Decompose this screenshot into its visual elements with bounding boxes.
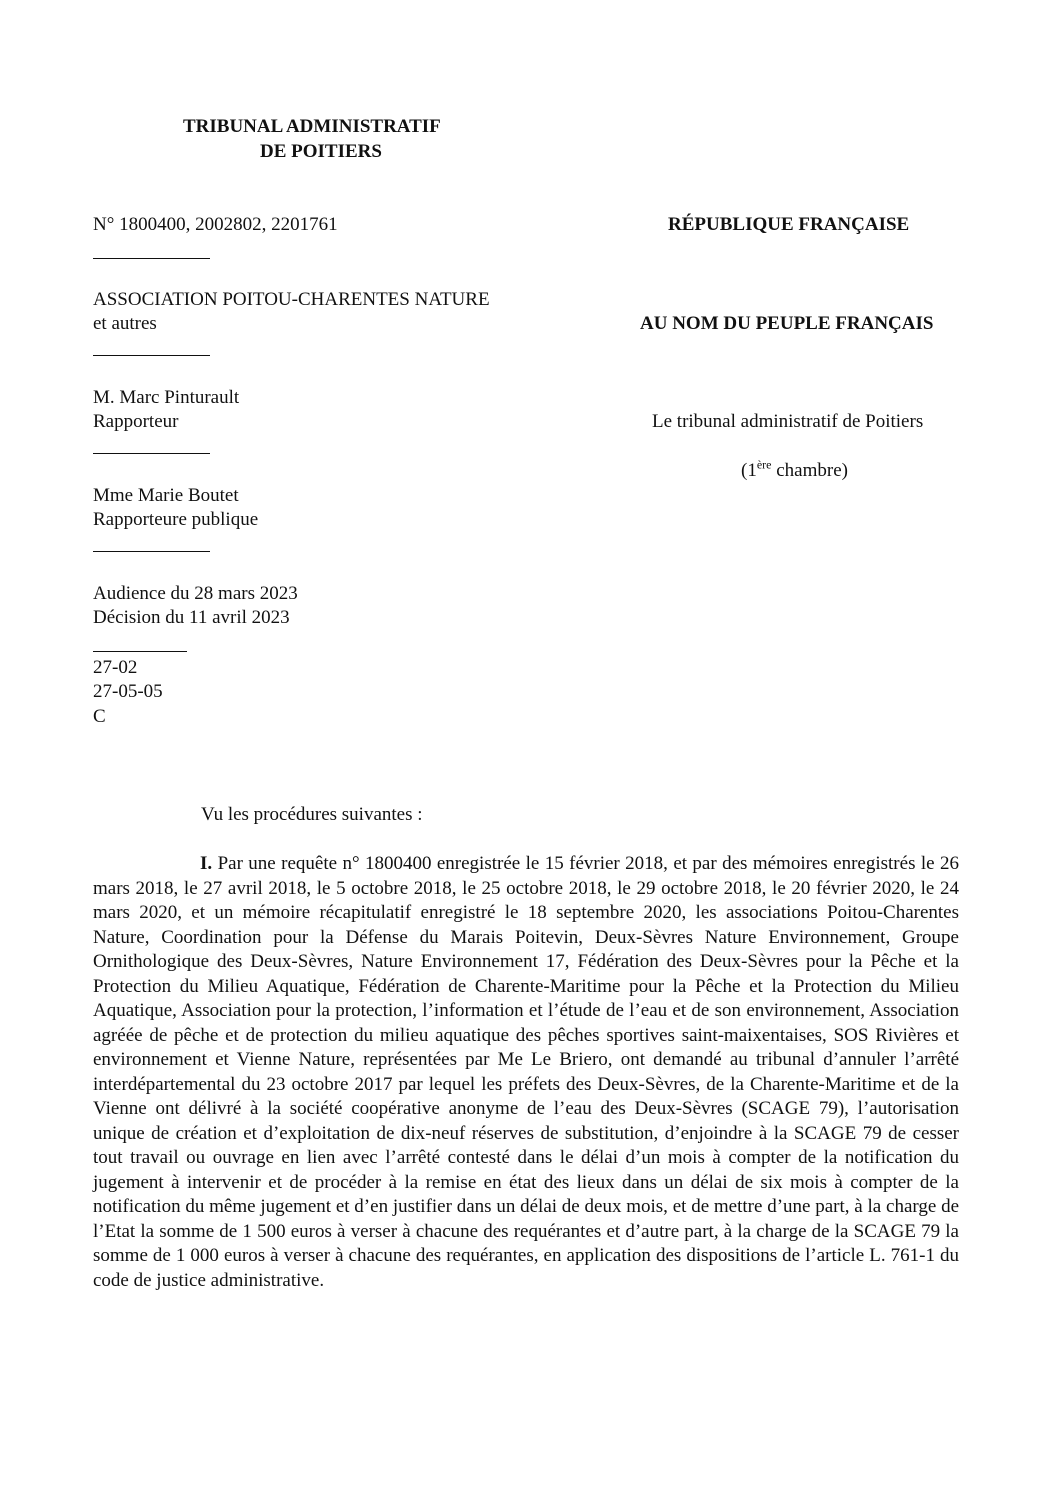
separator-rule bbox=[93, 551, 210, 552]
au-nom-heading: AU NOM DU PEUPLE FRANÇAIS bbox=[640, 313, 934, 334]
procedures-intro: Vu les procédures suivantes : bbox=[201, 804, 423, 825]
decision-date: Décision du 11 avril 2023 bbox=[93, 607, 290, 628]
case-numbers: N° 1800400, 2002802, 2201761 bbox=[93, 214, 338, 235]
rapporteure-name: Mme Marie Boutet bbox=[93, 485, 239, 506]
chamber-rest: chambre) bbox=[771, 460, 848, 481]
classification-code: 27-05-05 bbox=[93, 681, 163, 702]
rapporteure-role: Rapporteure publique bbox=[93, 509, 259, 530]
paragraph-I bbox=[93, 852, 959, 1293]
rapporteur-name: M. Marc Pinturault bbox=[93, 387, 240, 408]
parties-line1: ASSOCIATION POITOU-CHARENTES NATURE bbox=[93, 289, 490, 310]
court-name-line2: DE POITIERS bbox=[260, 141, 382, 162]
classification-code: C bbox=[93, 706, 106, 727]
separator-rule bbox=[93, 355, 210, 356]
republic-heading: RÉPUBLIQUE FRANÇAISE bbox=[668, 214, 910, 235]
chamber bbox=[741, 459, 848, 483]
parties-line2: et autres bbox=[93, 313, 157, 334]
rapporteur-role: Rapporteur bbox=[93, 411, 179, 432]
court-name-line1: TRIBUNAL ADMINISTRATIF bbox=[183, 116, 441, 137]
hearing-date: Audience du 28 mars 2023 bbox=[93, 583, 298, 604]
chamber-ordinal: ère bbox=[756, 457, 772, 472]
classification-code: 27-02 bbox=[93, 657, 138, 678]
separator-rule bbox=[93, 258, 210, 259]
tribunal-name: Le tribunal administratif de Poitiers bbox=[652, 411, 924, 432]
chamber-open: (1 bbox=[741, 460, 757, 481]
paragraph-text: Par une requête n° 1800400 enregistrée le 15 février 2018, et par des mémoires enregistrés le 26 mars 2018, le 27 avril 2018, le 5 octobre 2018, le 25 octobre 2018, le 29 octobre 2018, le 20 février 2020, le 24 mars 2020, et un mémoire récapitulatif enregistré le 18 septembre 2020, les associations Poitou-Charentes Nature, Coordination pour la Défense du Marais Poitevin, Deux-Sèvres Nature Environnement, Groupe Ornithologique des Deux-Sèvres, Nature Environnement 17, Fédération des Deux-Sèvres pour la Pêche et la Protection du Milieu Aquatique, Fédération de Charente-Maritime pour la Pêche et la Protection du Milieu Aquatique, Association pour la protection, l’information et l’étude de l’eau et de son environnement, Association agréée de pêche et de protection du milieu aquatique des pêches sportives saint-maixentaises, SOS Rivières et environnement et Vienne Nature, représentées par Me Le Briero, ont demandé au tribunal d’annuler l’arrêté interdépartemental du 23 octobre 2017 par lequel les préfets des Deux-Sèvres, de la Charente-Maritime et de la Vienne ont délivré à la société coopérative anonyme de l’eau des Deux-Sèvres (SCAGE 79), l’autorisation unique de création et d’exploitation de dix-neuf réserves de substitution, d’enjoindre à la SCAGE 79 de cesser tout travail ou ouvrage en lien avec l’arrêté contesté dans le délai d’un mois à compter de la notification du jugement à intervenir et de procéder à la remise en état des lieux dans un délai de six mois à compter de la notification du même jugement et d’en justifier dans un délai de deux mois, et de mettre d’une part, à la charge de l’Etat la somme de 1 500 euros à verser à chacune des requérantes et d’autre part, à la charge de la SCAGE 79 la somme de 1 000 euros à verser à chacune des requérantes, en application des dispositions de l’article L. 761-1 du code de justice administrative. bbox=[93, 853, 959, 1291]
separator-rule bbox=[93, 651, 187, 652]
separator-rule bbox=[93, 453, 210, 454]
paragraph-number: I. bbox=[200, 853, 213, 874]
